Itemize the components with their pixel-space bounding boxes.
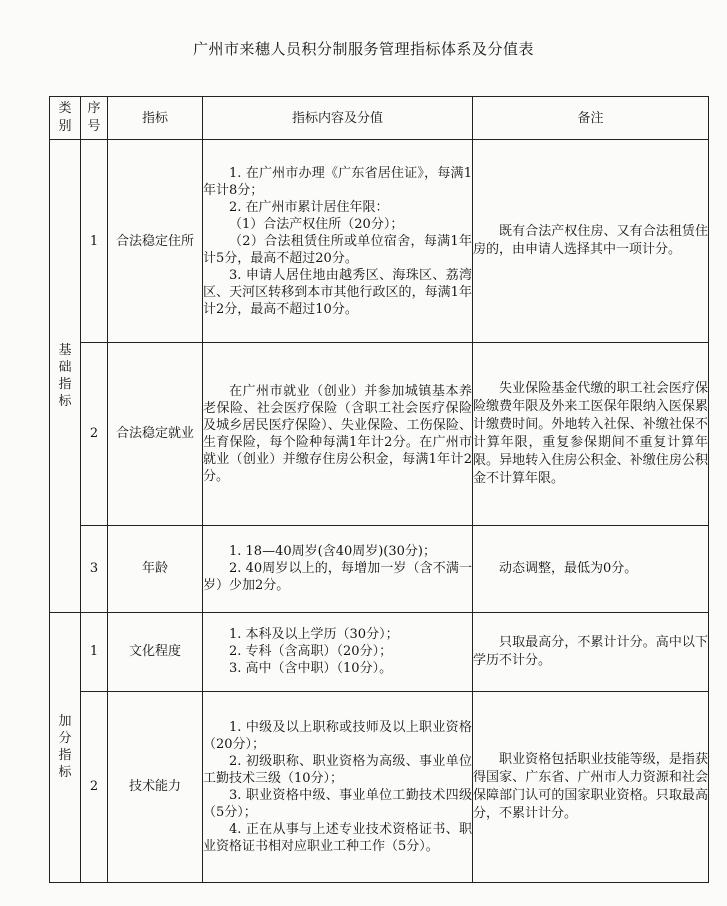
row-indicator: 技术能力 — [108, 691, 203, 882]
page-title: 广州市来穗人员积分制服务管理指标体系及分值表 — [192, 40, 534, 58]
table-row — [50, 612, 709, 691]
table-row — [50, 343, 709, 525]
category-basic: 基 础 指 标 — [50, 140, 81, 613]
row-indicator: 年龄 — [108, 525, 203, 612]
header-seq: 序 号 — [81, 97, 108, 140]
header-indicator: 指标 — [108, 97, 203, 140]
table-row — [50, 140, 709, 343]
row-indicator: 文化程度 — [108, 612, 203, 691]
row-indicator: 合法稳定就业 — [108, 343, 203, 525]
row-note: 职业资格包括职业技能等级，是指获得国家、广东省、广州市人力资源和社会保障部门认可的国家职业资格。只取最高分，不累计计分。 — [473, 691, 709, 882]
header-category: 类 别 — [50, 97, 81, 140]
row-seq: 3 — [81, 525, 108, 612]
row-note: 动态调整，最低为0分。 — [473, 525, 709, 612]
row-seq: 1 — [81, 612, 108, 691]
row-seq: 1 — [81, 140, 108, 343]
row-note: 只取最高分，不累计计分。高中以下学历不计分。 — [473, 612, 709, 691]
row-seq: 2 — [81, 691, 108, 882]
row-content: 1. 在广州市办理《广东省居住证》，每满1年计8分； 2. 在广州市累计居住年限： （1）合法产权住所（20分）； （2）合法租赁住所或单位宿舍，每满1年计5分，最高不超过20分。 3. 申请人居住地由越秀区、海珠区、荔湾区、天河区转移到本市其他行政区的，每满1年计2分，最高不超过10分。 — [203, 140, 473, 343]
row-seq: 2 — [81, 343, 108, 525]
score-table — [49, 96, 709, 883]
table-row — [50, 691, 709, 882]
header-content: 指标内容及分值 — [203, 97, 473, 140]
row-note: 失业保险基金代缴的职工社会医疗保险缴费年限及外来工医保年限纳入医保累计缴费时间。外地转入社保、补缴社保不计算年限，重复参保期间不重复计算年限。异地转入住房公积金、补缴住房公积金不计算年限。 — [473, 343, 709, 525]
table-row — [50, 525, 709, 612]
row-content: 在广州市就业（创业）并参加城镇基本养老保险、社会医疗保险（含职工社会医疗保险及城乡居民医疗保险）、失业保险、工伤保险、生育保险，每个险种每满1年计2分。在广州市就业（创业）并缴存住房公积金，每满1年计2分。 — [203, 343, 473, 525]
header-notes: 备注 — [473, 97, 709, 140]
category-bonus: 加 分 指 标 — [50, 612, 81, 882]
row-note: 既有合法产权住房、又有合法租赁住房的，由申请人选择其中一项计分。 — [473, 140, 709, 343]
row-indicator: 合法稳定住所 — [108, 140, 203, 343]
row-content: 1. 中级及以上职称或技师及以上职业资格（20分）； 2. 初级职称、职业资格为高级、事业单位工勤技术三级（10分）； 3. 职业资格中级、事业单位工勤技术四级（5分）； 4. 正在从事与上述专业技术资格证书、职业资格证书相对应职业工种工作（5分）。 — [203, 691, 473, 882]
row-content: 1. 18—40周岁(含40周岁)(30分)； 2. 40周岁以上的，每增加一岁（含不满一岁）少加2分。 — [203, 525, 473, 612]
header-row — [50, 97, 709, 140]
row-content: 1. 本科及以上学历（30分）； 2. 专科（含高职）（20分）； 3. 高中（含中职）（10分）。 — [203, 612, 473, 691]
